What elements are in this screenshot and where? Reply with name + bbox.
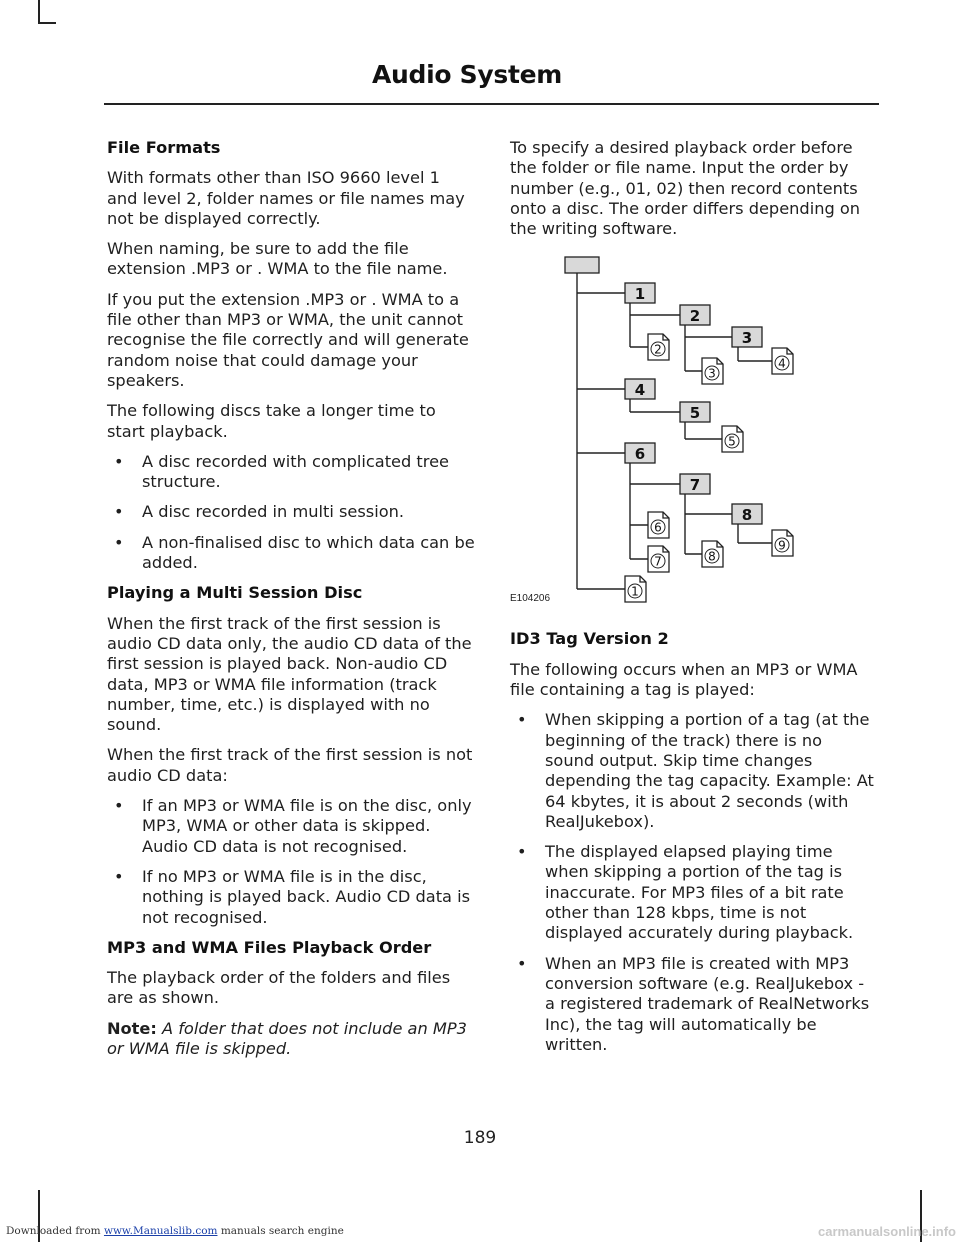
svg-text:7: 7	[654, 554, 662, 569]
folder-icon	[732, 504, 762, 524]
paragraph: When the first track of the first session is not audio CD data:	[107, 745, 473, 785]
svg-text:6: 6	[634, 445, 646, 464]
folder-icon	[625, 283, 655, 303]
svg-text:3: 3	[708, 366, 716, 381]
list-item: • If no MP3 or WMA file is in the disc, nothing is played back. Audio CD data is not recognised.	[114, 866, 471, 927]
svg-text:6: 6	[654, 520, 662, 535]
image-code: E104206	[510, 593, 551, 605]
list-item: • The displayed elapsed playing time when skipping a portion of the tag is inaccurate. For MP3 files of a bit rate other than 128 kbps, time is not displayed accurately during playback.	[517, 842, 854, 943]
list-item: • If an MP3 or WMA file is on the disc, only MP3, WMA or other data is skipped. Audio CD data is not recognised.	[114, 796, 472, 856]
file-formats-heading: File Formats	[107, 138, 221, 157]
page-number: 189	[463, 1128, 497, 1148]
svg-text:8: 8	[741, 506, 753, 525]
list-item: • A non-finalised disc to which data can be added.	[114, 532, 475, 573]
paragraph: The following discs take a longer time to start playback.	[107, 401, 436, 441]
file-icon	[772, 530, 793, 556]
svg-text:8: 8	[708, 549, 716, 564]
page-title: Audio System	[371, 60, 562, 89]
folder-tree-diagram	[510, 249, 810, 609]
note-text: A folder that does not include an MP3 or WMA file is skipped.	[107, 1018, 467, 1058]
crop-mark	[38, 22, 56, 24]
manualslib-link[interactable]: www.Manualslib.com	[103, 1225, 218, 1237]
file-icon	[702, 541, 723, 567]
folder-icon	[680, 402, 710, 422]
file-icon	[648, 546, 669, 572]
svg-text:2: 2	[654, 342, 662, 357]
note-label: Note:	[107, 1018, 157, 1038]
paragraph: When the first track of the first session is audio CD data only, the audio CD data of the first session is played back. Non-audio CD data, MP3 or WMA file information (track number, time, etc.) is displayed with no sound.	[107, 613, 472, 735]
multi-session-heading: Playing a Multi Session Disc	[107, 583, 363, 603]
folder-icon	[732, 327, 762, 347]
paragraph: The playback order of the folders and files are as shown.	[107, 968, 451, 1008]
crop-mark	[38, 0, 40, 24]
note	[107, 1019, 475, 1060]
svg-text:4: 4	[778, 356, 786, 371]
svg-text:2: 2	[689, 307, 701, 326]
svg-text:3: 3	[741, 329, 753, 348]
download-footer	[6, 1225, 344, 1237]
bullet-list	[107, 796, 475, 928]
paragraph: When naming, be sure to add the file extension .MP3 or . WMA to the file name.	[107, 239, 448, 279]
paragraph: To specify a desired playback order before the folder or file name. Input the order by number (e.g., 01, 02) then record contents onto a disc. The order differs depending on the writing software.	[510, 138, 861, 239]
folder-icon	[680, 305, 710, 325]
list-item: • A disc recorded in multi session.	[114, 502, 405, 522]
svg-text:5: 5	[728, 434, 736, 449]
folder-icon	[625, 379, 655, 399]
svg-text:9: 9	[778, 538, 786, 553]
list-item: • When skipping a portion of a tag (at the beginning of the track) there is no sound output. Skip time changes depending the tag capacity. Example: At 64 kbytes, it is about 2 seconds (with RealJukebox).	[517, 710, 874, 831]
id3-heading: ID3 Tag Version 2	[510, 629, 669, 649]
right-column	[510, 138, 875, 1065]
file-icon	[625, 576, 646, 602]
svg-text:1: 1	[631, 584, 639, 599]
list-item: • A disc recorded with complicated tree structure.	[114, 451, 450, 492]
svg-text:5: 5	[689, 404, 701, 423]
header-rule	[104, 103, 879, 105]
bullet-list	[510, 710, 875, 1055]
playback-order-heading: MP3 and WMA Files Playback Order	[107, 937, 432, 957]
folder-icon	[680, 474, 710, 494]
root-folder-icon	[565, 257, 599, 273]
watermark: carmanualsonline.info	[818, 1224, 956, 1239]
paragraph: The following occurs when an MP3 or WMA file containing a tag is played:	[510, 659, 858, 700]
paragraph: With formats other than ISO 9660 level 1 and level 2, folder names or file names may not be displayed correctly.	[107, 168, 465, 228]
svg-text:7: 7	[689, 476, 701, 495]
footer-suffix: manuals search engine	[220, 1225, 344, 1237]
list-item: • When an MP3 file is created with MP3 conversion software (e.g. RealJukebox - a registered trademark of RealNetworks Inc), the tag will automatically be written.	[517, 953, 870, 1054]
left-column	[107, 138, 475, 1069]
folder-icon	[625, 443, 655, 463]
svg-text:1: 1	[634, 285, 646, 304]
file-icon	[648, 334, 669, 360]
bullet-list	[107, 452, 475, 573]
file-icon	[702, 358, 723, 384]
file-icon	[722, 426, 743, 452]
svg-text:4: 4	[634, 381, 646, 400]
file-icon	[648, 512, 669, 538]
footer-prefix: Downloaded from	[6, 1225, 101, 1237]
file-icon	[772, 348, 793, 374]
paragraph: If you put the extension .MP3 or . WMA to a file other than MP3 or WMA, the unit cannot recognise the file correctly and will generate random noise that could damage your speakers.	[107, 289, 469, 390]
